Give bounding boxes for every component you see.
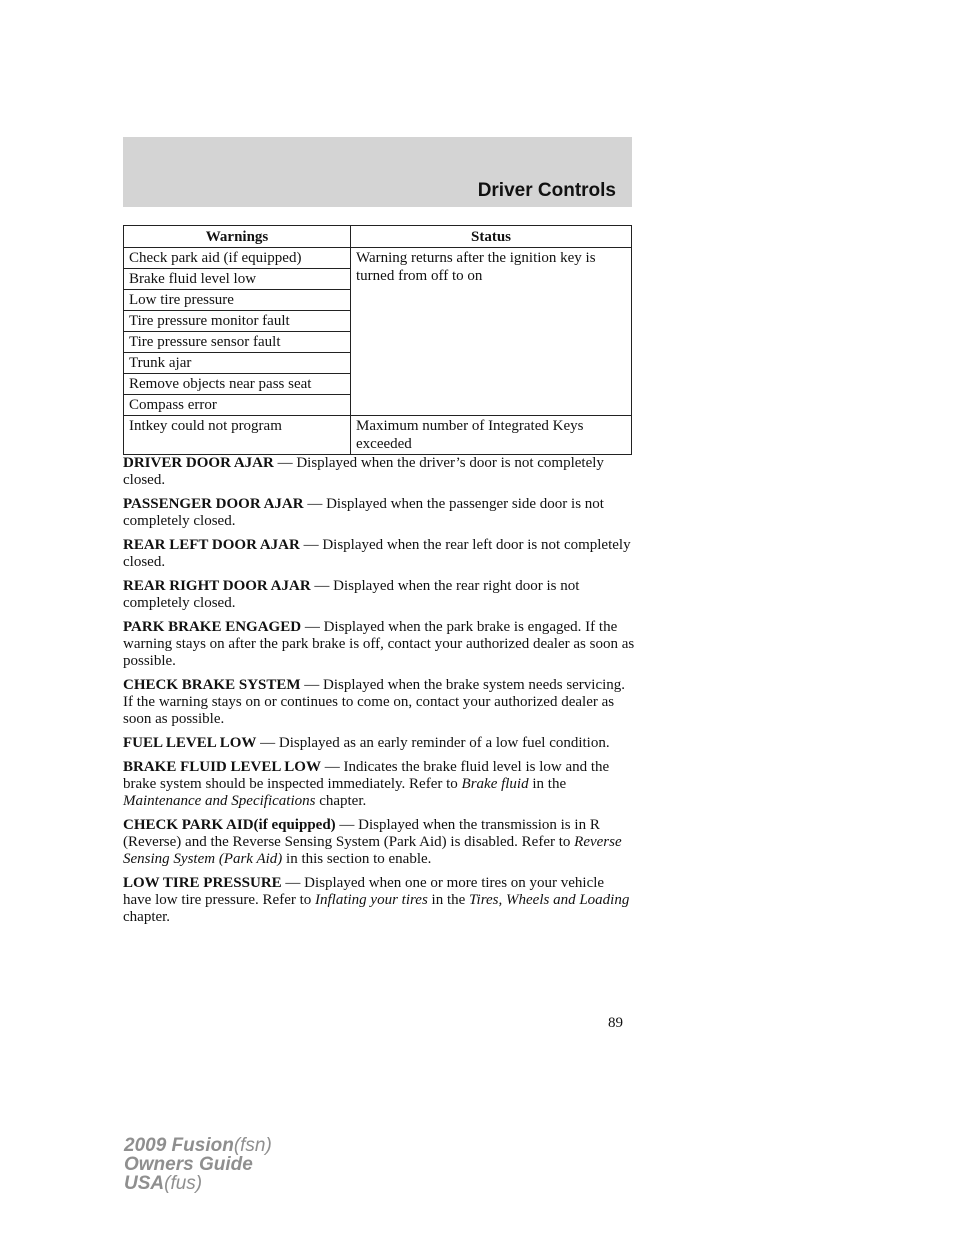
status-cell-group: Warning returns after the ignition key is turned from off to on <box>351 248 632 416</box>
table-row <box>124 416 632 455</box>
table-header-row <box>124 226 632 248</box>
entry-text-end: chapter. <box>315 793 367 809</box>
chapter-header-band <box>123 137 632 207</box>
footer-model-code: (fsn) <box>233 1135 272 1156</box>
footer-model: 2009 Fusion <box>124 1135 234 1156</box>
entry-term: LOW TIRE PRESSURE <box>123 875 282 891</box>
entry-driver-door-ajar <box>123 455 635 489</box>
entry-term: REAR RIGHT DOOR AJAR <box>123 578 311 594</box>
status-cell: Maximum number of Integrated Keys exceeded <box>351 416 632 455</box>
entry-text: — Displayed as an early reminder of a low fuel condition. <box>260 735 610 751</box>
document-footer <box>124 1136 272 1193</box>
warning-cell: Tire pressure monitor fault <box>124 311 351 332</box>
entry-text: — Displayed when the park brake is engaged. If the warning stays on after the park brake is off, contact your authorized dealer as soon as possible. <box>123 619 635 669</box>
chapter-reference: Maintenance and Specifications <box>123 793 316 809</box>
entry-term: PARK BRAKE ENGAGED <box>123 619 302 635</box>
cross-reference: Reverse Sensing System (Park Aid) <box>123 834 622 867</box>
footer-market-code: (fus) <box>164 1173 203 1194</box>
column-header-warnings: Warnings <box>124 226 351 248</box>
warning-cell: Trunk ajar <box>124 353 351 374</box>
entry-term: CHECK BRAKE SYSTEM <box>123 677 301 693</box>
entry-text: — Displayed when the rear left door is not completely closed. <box>123 537 631 570</box>
entry-term: REAR LEFT DOOR AJAR <box>123 537 300 553</box>
page-number: 89 <box>608 1015 623 1031</box>
warnings-table <box>123 225 632 455</box>
warning-cell: Compass error <box>124 395 351 416</box>
footer-market: USA <box>124 1173 165 1194</box>
entry-text: — Displayed when the passenger side door is not completely closed. <box>123 496 604 529</box>
entry-check-brake-system <box>123 677 635 728</box>
entry-text: — Displayed when the transmission is in R (Reverse) and the Reverse Sensing System (Park Aid) is disabled. Refer to <box>123 817 600 850</box>
entry-fuel-level-low <box>123 735 635 752</box>
entry-rear-left-door-ajar <box>123 537 635 571</box>
entry-park-brake-engaged <box>123 619 635 670</box>
entry-text: — Indicates the brake fluid level is low and the brake system should be inspected immediately. Refer to <box>123 759 610 792</box>
message-descriptions <box>123 455 635 933</box>
entry-term: CHECK PARK AID(if equipped) <box>123 817 336 833</box>
entry-low-tire-pressure <box>123 875 635 926</box>
entry-term: FUEL LEVEL LOW <box>123 735 257 751</box>
cross-reference: Brake fluid <box>461 776 529 792</box>
entry-term: BRAKE FLUID LEVEL LOW <box>123 759 321 775</box>
footer-line <box>124 1136 272 1155</box>
warning-cell: Brake fluid level low <box>124 269 351 290</box>
warning-cell: Check park aid (if equipped) <box>124 248 351 269</box>
warning-cell: Intkey could not program <box>124 416 351 455</box>
chapter-title: Driver Controls <box>477 180 616 201</box>
entry-text: — Displayed when the brake system needs servicing. If the warning stays on or continues to come on, contact your authorized dealer as soon as possible. <box>123 677 626 727</box>
entry-text-mid: in the <box>427 892 470 908</box>
warning-cell: Tire pressure sensor fault <box>124 332 351 353</box>
entry-text: — Displayed when the rear right door is not completely closed. <box>123 578 580 611</box>
entry-text: — Displayed when the driver’s door is not completely closed. <box>123 455 604 488</box>
entry-text-mid: in the <box>528 776 567 792</box>
entry-text-end: in this section to enable. <box>282 851 432 867</box>
warning-cell: Low tire pressure <box>124 290 351 311</box>
entry-text-end: chapter. <box>123 909 171 925</box>
entry-term: PASSENGER DOOR AJAR <box>123 496 304 512</box>
footer-line <box>124 1174 272 1193</box>
footer-guide: Owners Guide <box>124 1154 253 1175</box>
entry-brake-fluid-level-low <box>123 759 635 810</box>
column-header-status: Status <box>351 226 632 248</box>
entry-check-park-aid <box>123 817 635 868</box>
entry-term: DRIVER DOOR AJAR <box>123 455 274 471</box>
entry-passenger-door-ajar <box>123 496 635 530</box>
warning-cell: Remove objects near pass seat <box>124 374 351 395</box>
table-row <box>124 248 632 269</box>
cross-reference: Inflating your tires <box>315 892 428 908</box>
chapter-reference: Tires, Wheels and Loading <box>469 892 630 908</box>
entry-text: — Displayed when one or more tires on your vehicle have low tire pressure. Refer to <box>123 875 605 908</box>
entry-rear-right-door-ajar <box>123 578 635 612</box>
